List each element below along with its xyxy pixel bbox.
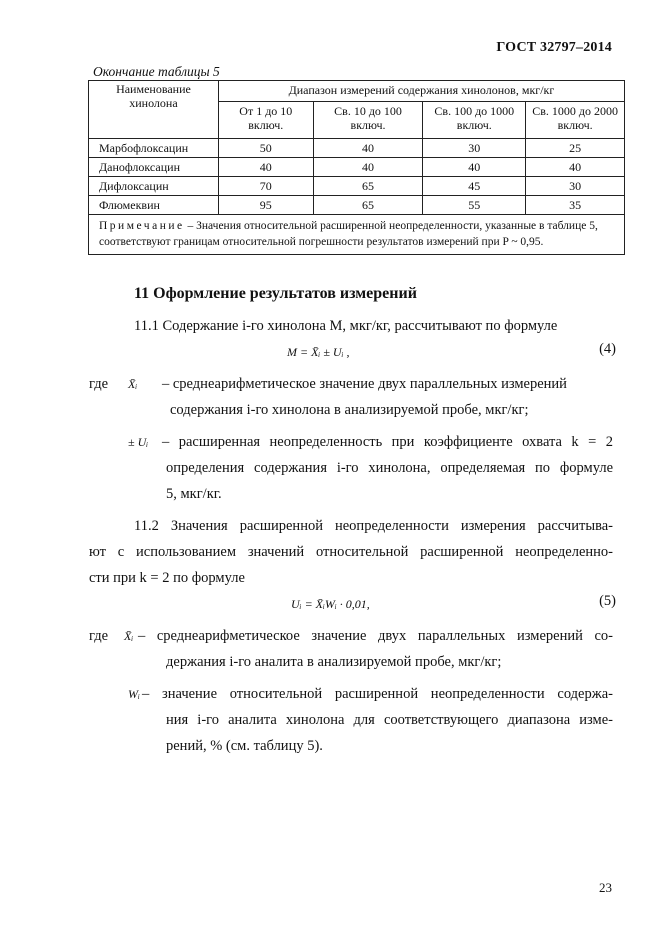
symbol-w-relative: Wᵢ (128, 687, 140, 701)
row-value: 40 (423, 158, 526, 177)
row-value: 40 (218, 158, 313, 177)
sub-header-range-2: Св. 10 до 100 включ. (313, 102, 423, 139)
note-text: – Значения относительной расширенной неопределенности, указанные в таблице 5, соответствуют границам относительной погрешности результатов измерений при P ~ 0,95. (99, 220, 598, 248)
equation-number-5: (5) (599, 593, 616, 609)
row-value: 25 (526, 139, 625, 158)
table-row (89, 196, 625, 215)
table-row (89, 177, 625, 196)
where-x-mean-line-1: – среднеарифметическое значение двух параллельных измерений (162, 376, 567, 392)
row-value: 65 (313, 196, 423, 215)
where-w-line-2: ния i-го аналита хинолона для соответствующего диапазона изме- (166, 712, 613, 728)
where-u-line-1: – расширенная неопределенность при коэффициенте охвата k = 2 (162, 434, 613, 450)
row-value: 95 (218, 196, 313, 215)
where-x-mean-line-2: содержания i-го хинолона в анализируемой пробе, мкг/кг; (170, 402, 529, 418)
sub-header-range-1: От 1 до 10 включ. (218, 102, 313, 139)
row-value: 30 (526, 177, 625, 196)
paragraph-11-2-line-2: ют с использованием значений относительной расширенной неопределенно- (89, 544, 613, 560)
row-value: 50 (218, 139, 313, 158)
where-u-line-3: 5, мкг/кг. (166, 486, 222, 502)
symbol-u-expanded: ± Uᵢ (128, 435, 149, 449)
row-name: Данофлоксацин (89, 158, 219, 177)
row-value: 35 (526, 196, 625, 215)
table-row (89, 139, 625, 158)
where-w-line-1: – значение относительной расширенной неопределенности содержа- (142, 686, 613, 702)
where-label: где (89, 376, 109, 392)
section-title: 11 Оформление результатов измерений (134, 285, 417, 302)
paragraph-11-2-line-3: сти при k = 2 по формуле (89, 570, 245, 586)
row-name: Марбофлоксацин (89, 139, 219, 158)
paragraph-11-1: 11.1 Содержание i-го хинолона M, мкг/кг, рассчитывают по формуле (134, 318, 558, 334)
col-header-name: Наименование хинолона (89, 81, 219, 139)
where-x-mean-analyte-line-1: – среднеарифметическое значение двух параллельных измерений со- (138, 628, 613, 644)
row-value: 70 (218, 177, 313, 196)
table-caption: Окончание таблицы 5 (93, 64, 220, 79)
row-value: 40 (526, 158, 625, 177)
col-header-range: Диапазон измерений содержания хинолонов, мкг/кг (218, 81, 624, 102)
sub-header-range-4: Св. 1000 до 2000 включ. (526, 102, 625, 139)
quinolone-uncertainty-table (88, 80, 625, 255)
paragraph-11-2-line-1: 11.2 Значения расширенной неопределенности измерения рассчитыва- (134, 518, 613, 534)
where-label: где (89, 628, 109, 644)
table-note (89, 215, 625, 255)
row-value: 65 (313, 177, 423, 196)
row-value: 40 (313, 139, 423, 158)
where-x-mean-analyte-line-2: держания i-го аналита в анализируемой пробе, мкг/кг; (166, 654, 502, 670)
row-name: Дифлоксацин (89, 177, 219, 196)
note-label: Примечание (99, 220, 185, 232)
row-value: 30 (423, 139, 526, 158)
symbol-x-mean: X̄ᵢ (124, 629, 134, 643)
formula-5: Uᵢ = X̄ᵢWᵢ · 0,01, (291, 597, 370, 611)
row-value: 40 (313, 158, 423, 177)
formula-4: M = X̄ᵢ ± Uᵢ , (287, 345, 350, 359)
where-w-line-3: рений, % (см. таблицу 5). (166, 738, 323, 754)
table-row (89, 158, 625, 177)
where-u-line-2: определения содержания i-го хинолона, определяемая по формуле (166, 460, 613, 476)
equation-number-4: (4) (599, 341, 616, 357)
symbol-x-mean: X̄ᵢ (128, 377, 138, 391)
page-number: 23 (599, 880, 612, 895)
sub-header-range-3: Св. 100 до 1000 включ. (423, 102, 526, 139)
row-name: Флюмеквин (89, 196, 219, 215)
row-value: 55 (423, 196, 526, 215)
document-id: ГОСТ 32797–2014 (496, 40, 612, 55)
row-value: 45 (423, 177, 526, 196)
